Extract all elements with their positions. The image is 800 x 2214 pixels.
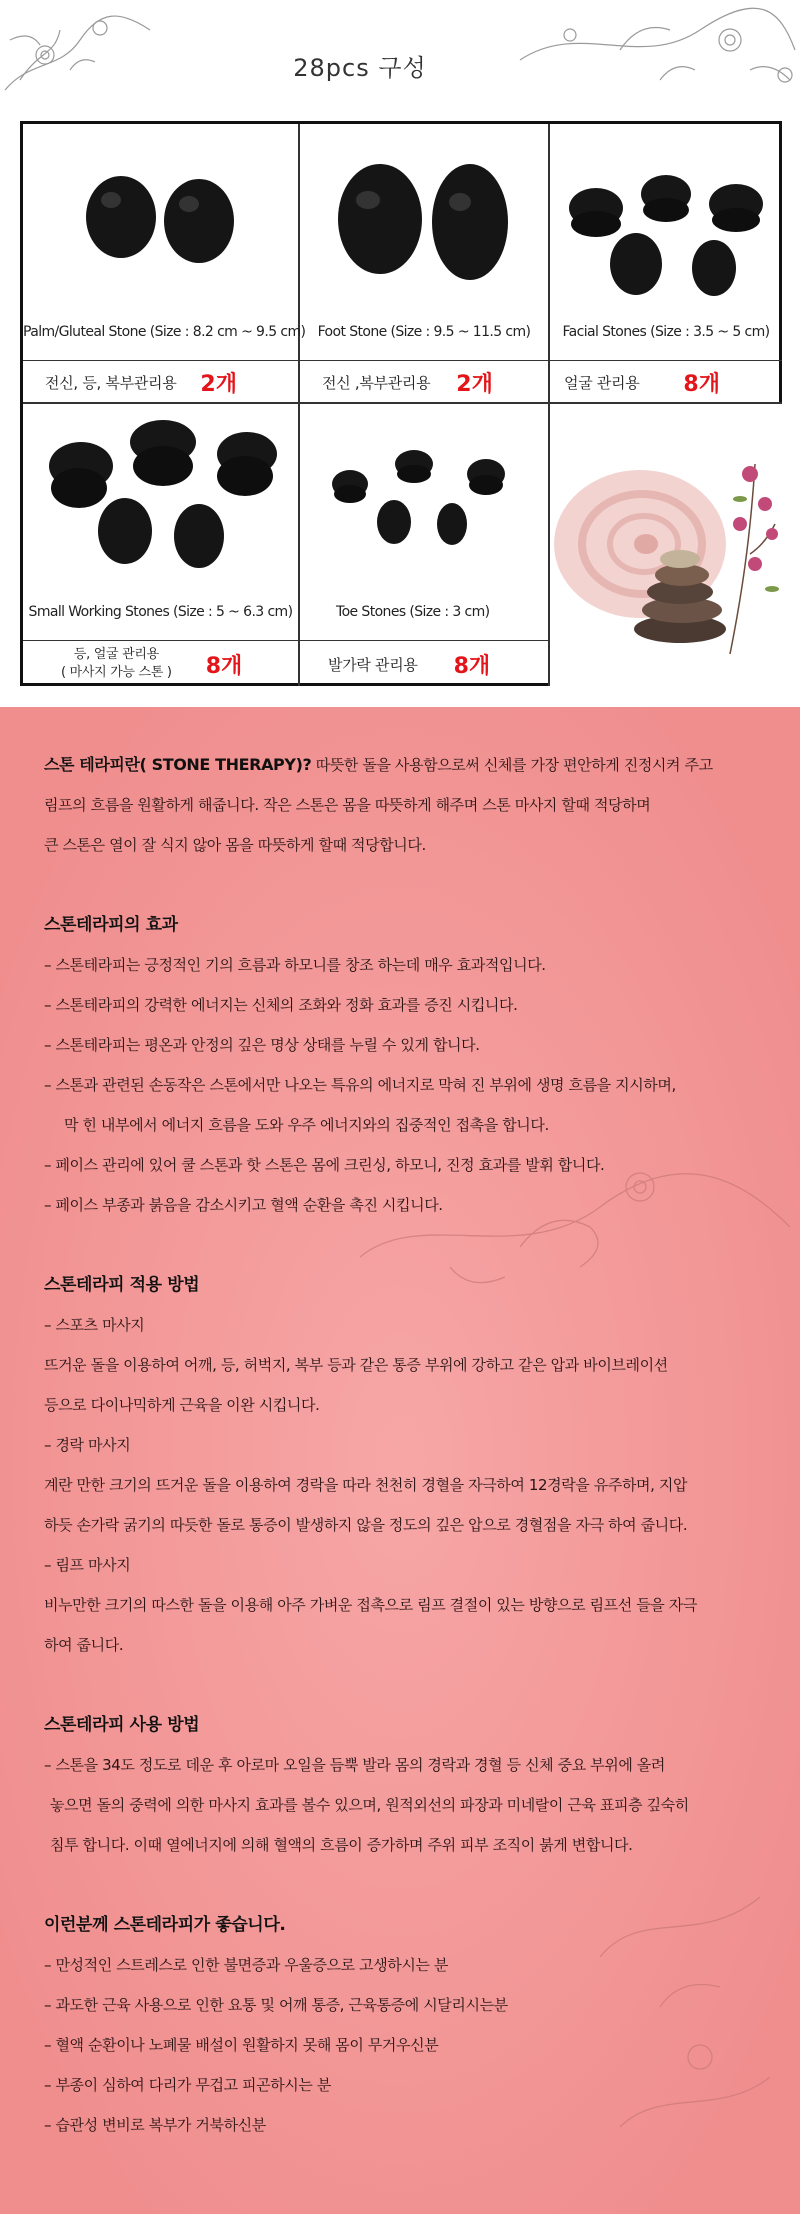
stone-cell-facial [550,124,782,404]
methods-item: 하듯 손가락 굵기의 따듯한 돌로 통증이 발생하지 않을 정도의 깊은 압으로 경혈점을 자극 하여 줍니다. [44,1516,688,1534]
effects-item: – 스톤테라피의 강력한 에너지는 신체의 조화와 정화 효과를 증진 시킵니다. [44,996,518,1014]
stone-usage-row [550,360,782,403]
stone-usage: 발가락 관리용 [328,655,418,674]
stone-name: Foot Stone (Size : 9.5 ~ 11.5 cm) [317,324,531,340]
effects-item: – 스톤과 관련된 손동작은 스톤에서만 나오는 특유의 에너지로 막혀 진 부위에 생명 흐름을 지시하며, [44,1076,676,1094]
stone-usage-row [300,640,548,687]
stone-usage-note: ( 마사지 가능 스톤 ) [61,665,172,680]
stone-usage: 전신 ,복부관리용 [322,373,431,392]
stone-usage-row [23,360,298,403]
stone-quantity: 8개 [205,653,243,679]
stone-name: Small Working Stones (Size : 5 ~ 6.3 cm) [28,604,293,620]
intro-text: 따뜻한 돌을 사용함으로써 신체를 가장 편안하게 진정시켜 주고 [311,756,713,774]
recommend-item: – 부종이 심하여 다리가 무겁고 피곤하시는 분 [44,2076,331,2094]
recommend-item: – 습관성 변비로 복부가 거북하신분 [44,2116,266,2134]
stone-quantity: 2개 [200,371,237,397]
stone-usage-row [300,360,548,403]
stone-name: Facial Stones (Size : 3.5 ~ 5 cm) [562,324,770,340]
usage-item: – 스톤을 34도 정도로 데운 후 아로마 오일을 듬뿍 발라 몸의 경락과 경혈 등 신체 중요 부위에 올려 [44,1756,665,1774]
stone-usage: 얼굴 관리용 [564,373,640,392]
palm-stone-image [23,124,298,324]
stone-cell-palm [23,124,306,404]
recommend-heading: 이런분께 스톤테라피가 좋습니다. [44,1915,286,1935]
usage-item: 침투 합니다. 이때 열에너지에 의해 혈액의 흐름이 증가하며 주위 피부 조직이 붉게 변합니다. [50,1836,633,1854]
stone-therapy-info-section [0,707,800,2214]
methods-item: 비누만한 크기의 따스한 돌을 이용해 아주 가벼운 접촉으로 림프 결절이 있는 방향으로 림프선 들을 자극 [44,1596,697,1614]
effects-item: – 페이스 관리에 있어 쿨 스톤과 핫 스톤은 몸에 크린싱, 하모니, 진정 효과를 발휘 합니다. [44,1156,605,1174]
foot-stone-image [300,124,548,324]
stone-grid [20,121,782,686]
methods-item: 하여 줍니다. [44,1636,124,1654]
recommend-item: – 과도한 근육 사용으로 인한 요통 및 어깨 통증, 근육통증에 시달리시는분 [44,1996,508,2014]
toe-stones-image [300,404,548,604]
small-working-stones-image [23,404,298,604]
stone-cell-toe [300,404,550,686]
stone-usage: 등, 얼굴 관리용 [73,647,159,662]
stone-set-section [0,0,800,707]
set-title: 28pcs 구성 [293,54,427,82]
stone-quantity: 8개 [683,371,720,397]
intro-line-2: 림프의 흐름을 원활하게 해줍니다. 작은 스톤은 몸을 따뜻하게 해주며 스톤 마사지 할때 적당하며 [44,796,651,814]
recommend-item: – 혈액 순환이나 노폐물 배설이 원활하지 못해 몸이 무거우신분 [44,2036,439,2054]
stone-name: Toe Stones (Size : 3 cm) [336,604,490,620]
stone-cell-small-working [23,404,300,686]
stone-quantity: 2개 [456,371,493,397]
towel-and-stones-photo [550,404,782,686]
stone-cell-foot [300,124,550,404]
stone-towel-photo-cell [550,404,782,686]
recommend-item: – 만성적인 스트레스로 인한 불면증과 우울증으로 고생하시는 분 [44,1956,449,1974]
effects-item: 막 힌 내부에서 에너지 흐름을 도와 우주 에너지와의 집중적인 접촉을 합니다. [64,1116,549,1134]
stone-quantity: 8개 [453,653,491,679]
effects-item: – 페이스 부종과 붉음을 감소시키고 혈액 순환을 촉진 시킵니다. [44,1196,443,1214]
stone-name: Palm/Gluteal Stone (Size : 8.2 cm ~ 9.5 cm) [23,324,306,340]
usage-heading: 스톤테라피 사용 방법 [44,1715,200,1735]
floral-header [0,0,800,100]
methods-item: – 림프 마사지 [44,1556,131,1574]
effects-item: – 스톤테라피는 평온과 안정의 깊은 명상 상태를 누릴 수 있게 합니다. [44,1036,480,1054]
methods-item: – 스포츠 마사지 [44,1316,145,1334]
effects-item: – 스톤테라피는 긍정적인 기의 흐름과 하모니를 창조 하는데 매우 효과적입니다. [44,956,546,974]
facial-stones-image [550,124,782,324]
stone-usage-row [23,640,298,687]
intro-line-3: 큰 스톤은 열이 잘 식지 않아 몸을 따뜻하게 할때 적당합니다. [44,836,426,854]
methods-item: – 경락 마사지 [44,1436,131,1454]
methods-item: 등으로 다이나믹하게 근육을 이완 시킵니다. [44,1396,320,1414]
stone-usage: 전신, 등, 복부관리용 [45,373,177,392]
therapy-text [44,745,764,2145]
intro-line-1 [44,745,764,785]
effects-heading: 스톤테라피의 효과 [44,915,178,935]
methods-item: 계란 만한 크기의 뜨거운 돌을 이용하여 경락을 따라 천천히 경혈을 자극하여 12경락을 유주하며, 지압 [44,1476,688,1494]
methods-item: 뜨거운 돌을 이용하여 어깨, 등, 허벅지, 복부 등과 같은 통증 부위에 강하고 같은 압과 바이브레이션 [44,1356,668,1374]
methods-heading: 스톤테라피 적용 방법 [44,1275,200,1295]
usage-item: 놓으면 돌의 중력에 의한 마사지 효과를 볼수 있으며, 원적외선의 파장과 미네랄이 근육 표피층 깊숙히 [50,1796,689,1814]
intro-heading: 스톤 테라피란( STONE THERAPY)? [44,755,312,774]
